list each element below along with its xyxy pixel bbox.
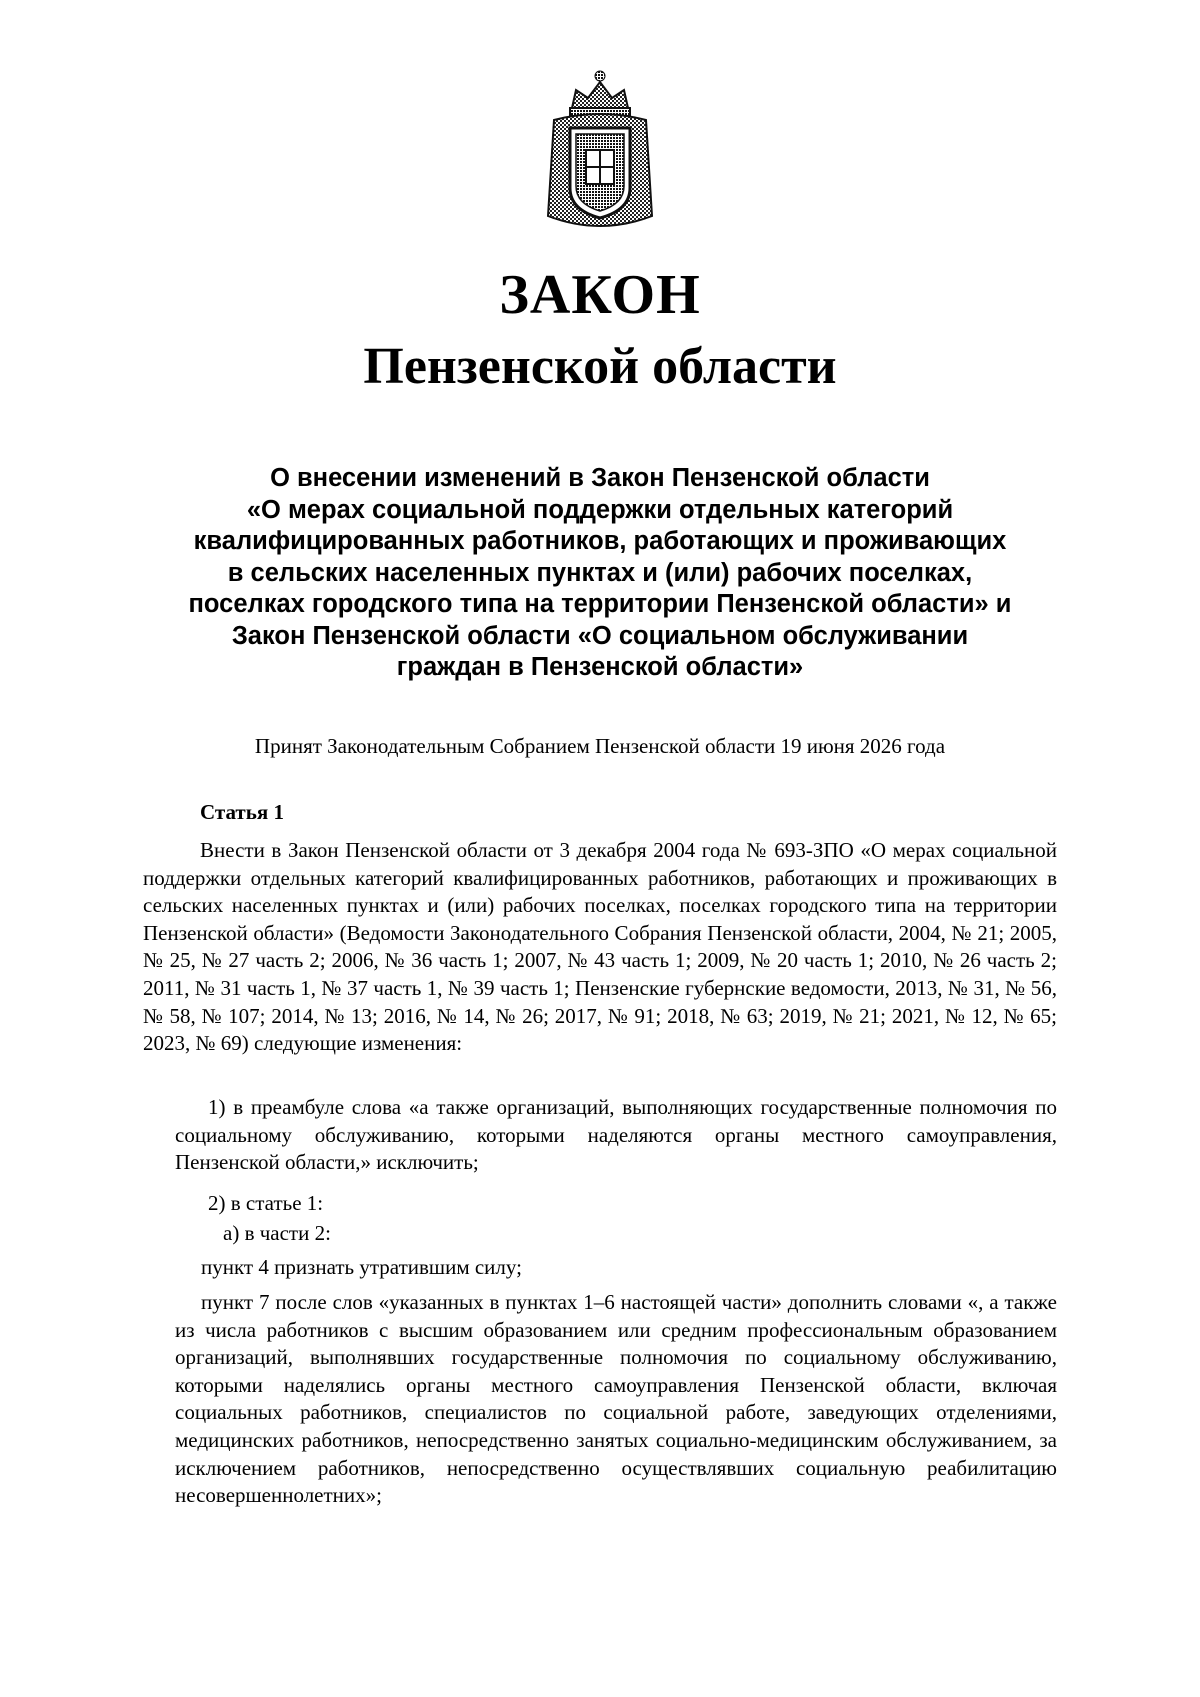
article-subitem-a: а) в части 2: bbox=[223, 1221, 331, 1245]
coat-of-arms-icon bbox=[532, 68, 668, 236]
law-title: ЗАКОН bbox=[499, 264, 701, 326]
adoption-note: Принят Законодательным Собранием Пензенской области 19 июня 2026 года bbox=[254, 734, 946, 758]
article-item-2: 2) в статье 1: bbox=[208, 1191, 324, 1215]
subject-line: в сельских населенных пунктах и (или) рабочих поселках, bbox=[227, 558, 973, 587]
law-region: Пензенской области bbox=[363, 338, 837, 395]
article-item-1: 1) в преамбуле слова «а также организаций, выполняющих государственные полномочия по социальному обслуживанию, которыми наделяются органы местного самоуправления, Пензенской области,» исключить; bbox=[175, 1095, 1057, 1175]
law-subject bbox=[100, 463, 1100, 684]
article-intro-paragraph: Внести в Закон Пензенской области от 3 декабря 2004 года № 693-ЗПО «О мерах социальной поддержки отдельных категорий квалифицированных работников, работающих и проживающих в сельских населенных пунктах и (или) рабочих поселках, поселках городского типа на территории Пензенской области» (Ведомости Законодательного Собрания Пензенской области, 2004, № 21; 2005, № 25, № 27 часть 2; 2006, № 36 часть 1; 2007, № 43 часть 1; 2009, № 20 часть 1; 2010, № 26 часть 2; 2011, № 31 часть 1, № 37 часть 1, № 39 часть 1; Пензенские губернские ведомости, 2013, № 31, № 56, № 58, № 107; 2014, № 13; 2016, № 14, № 26; 2017, № 91; 2018, № 63; 2019, № 21; 2021, № 12, № 65; 2023, № 69) следующие изменения: bbox=[143, 838, 1057, 1056]
subject-line: квалифицированных работников, работающих и проживающих bbox=[193, 527, 1007, 555]
subject-line: поселках городского типа на территории Пензенской области» и bbox=[188, 590, 1012, 618]
subject-line: «О мерах социальной поддержки отдельных категорий bbox=[246, 495, 954, 524]
article-point-4: пункт 4 признать утратившим силу; bbox=[201, 1255, 522, 1279]
article-heading: Статья 1 bbox=[200, 800, 284, 824]
article-point-7: пункт 7 после слов «указанных в пунктах 1–6 настоящей части» дополнить словами «, а также из числа работников с высшим образованием или средним профессиональным образованием организаций, выполнявших государственные полномочия по социальному обслуживанию, которыми наделялись органы местного самоуправления Пензенской области, включая социальных работников, специалистов по социальной работе, заведующих отделениями, медицинских работников, непосредственно занятых социально-медицинским обслуживанием, за исключением работников, непосредственно осуществлявших социальную реабилитацию несовершеннолетних»; bbox=[175, 1290, 1057, 1508]
subject-line: О внесении изменений в Закон Пензенской области bbox=[270, 464, 930, 492]
subject-line: граждан в Пензенской области» bbox=[396, 653, 804, 681]
subject-line: Закон Пензенской области «О социальном обслуживании bbox=[231, 621, 969, 650]
